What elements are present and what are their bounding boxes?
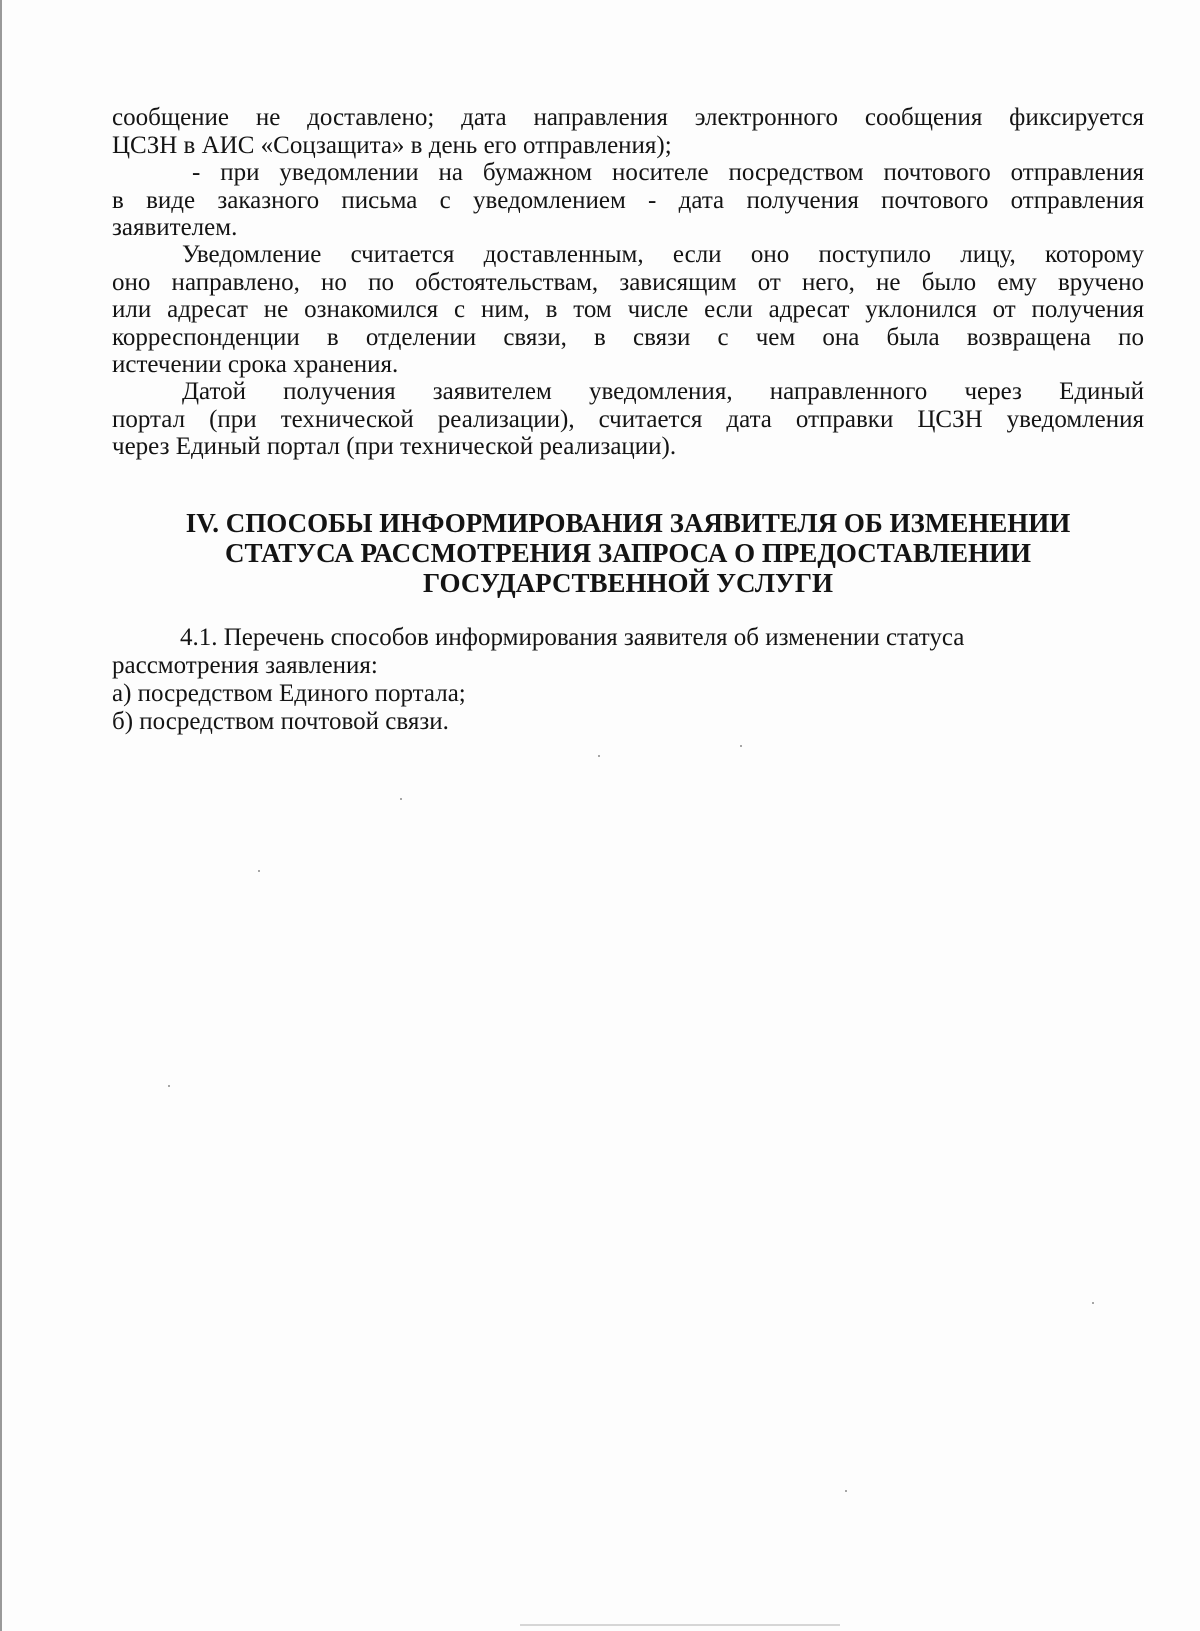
text-line: оно направлено, но по обстоятельствам, зависящим от него, не было ему вручено xyxy=(112,268,1144,296)
scan-speck xyxy=(258,870,260,872)
text-line: 4.1. Перечень способов информирования заявителя об изменении статуса xyxy=(180,624,965,651)
scan-speck xyxy=(1092,1302,1094,1304)
scan-speck xyxy=(400,798,402,800)
text-line: корреспонденции в отделении связи, в связи с чем она была возвращена по xyxy=(112,323,1144,351)
text-line: заявителем. xyxy=(112,214,238,241)
paragraph-portal-date xyxy=(112,378,1144,461)
item-4-1 xyxy=(112,624,1144,736)
section-heading xyxy=(112,508,1144,598)
heading-line: ГОСУДАРСТВЕННОЙ УСЛУГИ xyxy=(423,568,833,598)
scan-speck xyxy=(598,755,600,757)
text-line: портал (при технической реализации), считается дата отправки ЦСЗН уведомления xyxy=(112,405,1144,433)
text-line: через Единый портал (при технической реализации). xyxy=(112,433,677,460)
paragraph-delivery-rule xyxy=(112,241,1144,379)
scan-bottom-edge xyxy=(520,1624,840,1626)
scan-left-edge xyxy=(0,0,2,1631)
list-item: б) посредством почтовой связи. xyxy=(112,708,449,735)
scan-speck xyxy=(740,745,742,747)
text-line: истечении срока хранения. xyxy=(112,351,399,378)
list-item: а) посредством Единого портала; xyxy=(112,680,466,707)
paragraph-paper-notice xyxy=(112,159,1144,242)
heading-line: IV. СПОСОБЫ ИНФОРМИРОВАНИЯ ЗАЯВИТЕЛЯ ОБ ИЗМЕНЕНИИ xyxy=(185,508,1071,538)
text-line: Уведомление считается доставленным, если оно поступило лицу, которому xyxy=(182,241,1144,268)
text-line: или адресат не ознакомился с ним, в том числе если адресат уклонился от получения xyxy=(112,296,1144,323)
paragraph-continuation xyxy=(112,104,1144,159)
text-line: Датой получения заявителем уведомления, направленного через Единый xyxy=(182,378,1144,405)
heading-line: СТАТУСА РАССМОТРЕНИЯ ЗАПРОСА О ПРЕДОСТАВЛЕНИИ xyxy=(224,538,1032,568)
text-line: рассмотрения заявления: xyxy=(112,652,378,679)
text-line: сообщение не доставлено; дата направления электронного сообщения фиксируется xyxy=(112,104,1144,131)
scan-speck xyxy=(168,1085,170,1087)
scan-speck xyxy=(845,1490,847,1492)
text-line: в виде заказного письма с уведомлением - дата получения почтового отправления xyxy=(112,186,1144,214)
text-line: ЦСЗН в АИС «Соцзащита» в день его отправления); xyxy=(112,131,672,159)
text-line: - при уведомлении на бумажном носителе посредством почтового отправления xyxy=(192,159,1144,186)
